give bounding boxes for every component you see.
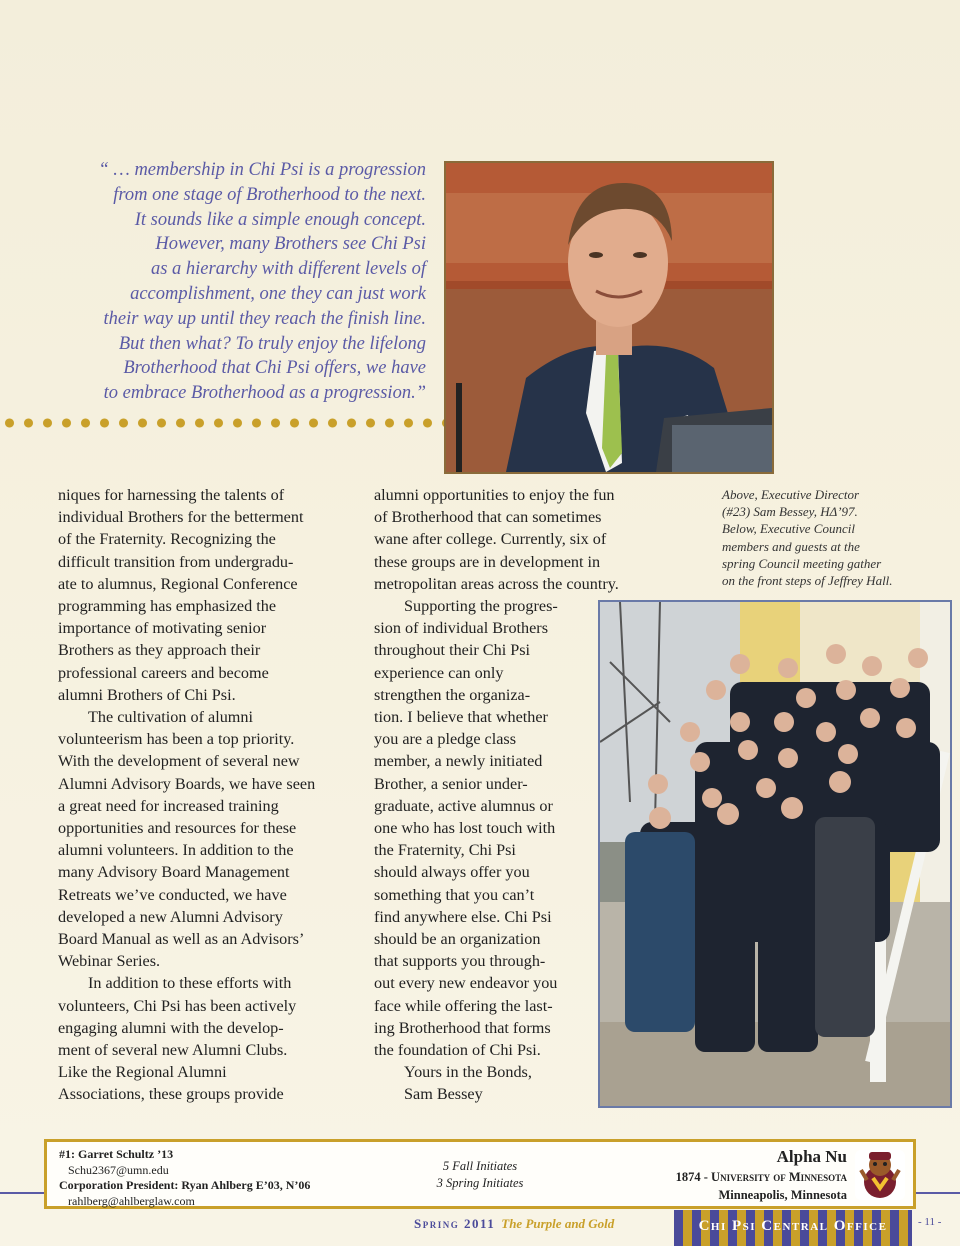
text-line: strengthen the organiza- [374,685,531,704]
text-line: graduate, active alumnus or [374,796,553,815]
spring-initiates: 3 Spring Initiates [436,1176,524,1190]
caption-line: Below, Executive Council [722,521,855,537]
text-line: In addition to these efforts with [88,974,292,993]
text-line: professional careers and become [58,663,269,682]
text-line: alumni opportunities to enjoy the fun [374,486,615,504]
text-line: niques for harnessing the talents of [58,486,285,504]
photo-caption [722,486,952,589]
caption-line: spring Council meeting gather [722,555,882,571]
pull-quote-line: However, many Brothers see Chi Psi [155,234,426,255]
text-line: the foundation of Chi Psi. [374,1041,541,1060]
paragraph [374,484,674,595]
text-line: Like the Regional Alumni [58,1063,227,1082]
text-line: volunteers, Chi Psi has been actively [58,996,297,1015]
footer-issue [414,1216,614,1232]
paragraph [58,484,358,706]
text-line: individual Brothers for the betterment [58,508,304,527]
text-line: of Brotherhood that can sometimes [374,508,602,527]
text-line: The cultivation of alumni [88,708,253,727]
contact-2-email: rahlberg@ahlberglaw.com [68,1193,195,1208]
text-line: of the Fraternity. Recognizing the [58,530,276,549]
text-line: difficult transition from undergradu- [58,552,294,571]
chapter-info-box [44,1139,916,1209]
text-line: one who has lost touch with [374,819,556,838]
caption-line: members and guests at the [722,538,860,554]
text-line: With the development of several new [58,752,300,771]
paragraph [58,706,358,972]
text-line: engaging alumni with the develop- [58,1018,284,1037]
footer-office-banner [674,1210,912,1246]
group-photo [598,600,952,1108]
text-line: ing Brotherhood that forms [374,1018,551,1037]
text-line: Alumni Advisory Boards, we have seen [58,774,316,793]
caption-line: Above, Executive Director [722,487,860,502]
pull-quote-line: accomplishment, one they can just work [130,283,426,304]
text-line: Yours in the Bonds, [404,1063,532,1082]
text-line: should be an organization [374,930,541,949]
text-line: many Advisory Board Management [58,863,290,882]
footer-rule-right [916,1192,960,1194]
footer-rule-left [0,1192,44,1194]
footer-office-label: Chi Psi Central Office [698,1218,888,1234]
text-line: developed a new Alumni Advisory [58,907,283,926]
contact-1-email: Schu2367@umn.edu [68,1162,169,1177]
page-number: - 11 - [918,1216,942,1228]
chapter-identity [676,1146,847,1204]
text-line: volunteerism has been a top priority. [58,730,295,749]
contact-2-name: Corporation President: Ryan Ahlberg E’03, N’06 [59,1178,311,1192]
text-line: Associations, these groups provide [58,1085,284,1104]
text-line: experience can only [374,663,504,682]
text-line: alumni Brothers of Chi Psi. [58,685,236,704]
footer-issue-date: Spring 2011 [414,1216,496,1231]
caption-line: (#23) Sam Bessey, HΔ’97. [722,504,858,520]
pull-quote [60,158,426,406]
fall-initiates: 5 Fall Initiates [442,1159,518,1173]
text-line: something that you can’t [374,885,535,904]
pull-quote-line: to embrace Brotherhood as a progression.” [103,383,426,404]
text-line: find anywhere else. Chi Psi [374,907,552,926]
body-column-1 [58,484,358,1106]
text-line: throughout their Chi Psi [374,641,531,660]
dotted-divider [0,416,510,430]
pull-quote-line: as a hierarchy with different levels of [150,259,426,280]
text-line: member, a newly initiated [374,752,543,771]
text-line: tion. I believe that whether [374,708,548,727]
text-line: these groups are in development in [374,552,601,571]
caption-line: on the front steps of Jeffrey Hall. [722,573,893,589]
chapter-location: Minneapolis, Minnesota [718,1188,847,1202]
text-line: ment of several new Alumni Clubs. [58,1041,288,1060]
page-footer [0,1210,960,1246]
text-line: Supporting the progres- [404,597,558,616]
portrait-photo [444,161,774,474]
text-line: face while offering the last- [374,996,553,1015]
text-line: that supports you through- [374,952,546,971]
text-line: Brother, a senior under- [374,774,528,793]
text-line: opportunities and resources for these [58,819,297,838]
gopher-mascot-icon [853,1148,907,1202]
text-line: Board Manual as well as an Advisors’ [58,930,305,949]
text-line: Webinar Series. [58,952,161,971]
text-line: alumni volunteers. In addition to the [58,841,294,860]
text-line: should always offer you [374,863,530,882]
contact-1-name: #1: Garret Schultz ’13 [59,1147,174,1161]
pull-quote-line: “ … membership in Chi Psi is a progression [98,160,426,180]
pull-quote-line: from one stage of Brotherhood to the next. [113,184,426,205]
chapter-name: Alpha Nu [776,1147,847,1166]
text-line: sion of individual Brothers [374,619,548,638]
pull-quote-line: It sounds like a simple enough concept. [134,209,426,230]
pull-quote-line: But then what? To truly enjoy the lifelong [118,333,426,354]
pull-quote-line: Brotherhood that Chi Psi offers, we have [123,358,426,379]
text-line: out every new endeavor you [374,974,558,993]
text-line: Brothers as they approach their [58,641,261,660]
text-line: metropolitan areas across the country. [374,574,619,593]
text-line: wane after college. Currently, six of [374,530,607,549]
text-line: programming has emphasized the [58,597,277,616]
chapter-founding: 1874 - University of Minnesota [675,1170,847,1184]
footer-publication: The Purple and Gold [501,1216,615,1231]
text-line: importance of motivating senior [58,619,267,638]
paragraph [58,972,358,1105]
text-line: a great need for increased training [58,796,279,815]
text-line: ate to alumnus, Regional Conference [58,574,298,593]
pull-quote-line: their way up until they reach the finish line. [103,308,426,329]
text-line: the Fraternity, Chi Psi [374,841,516,860]
text-line: Retreats we’ve conducted, we have [58,885,287,904]
text-line: you are a pledge class [374,730,517,749]
text-line: Sam Bessey [404,1085,483,1104]
